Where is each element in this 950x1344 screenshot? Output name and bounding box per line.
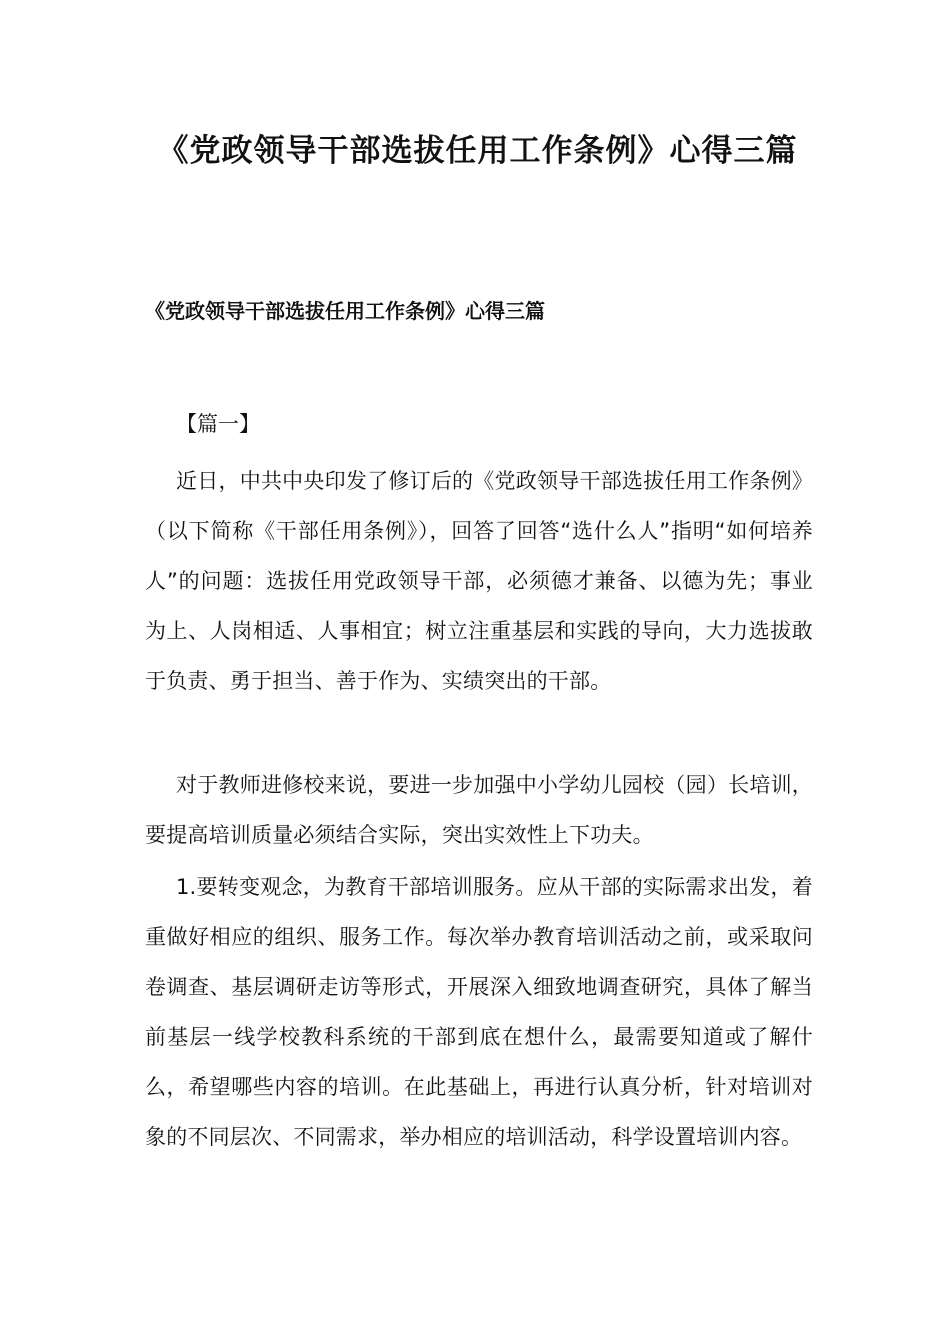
- paragraph: 对于教师进修校来说，要进一步加强中小学幼儿园校（园）长培训，要提高培训质量必须结合实际，突出实效性上下功夫。: [145, 773, 813, 847]
- paragraph: 1.要转变观念，为教育干部培训服务。应从干部的实际需求出发，着重做好相应的组织、服务工作。每次举办教育培训活动之前，或采取问卷调查、基层调研走访等形式，开展深入细致地调查研究，具体了解当前基层一线学校教科系统的干部到底在想什么，最需要知道或了解什么，希望哪些内容的培训。在此基础上，再进行认真分析，针对培训对象的不同层次、不同需求，举办相应的培训活动，科学设置培训内容。: [145, 875, 813, 1149]
- section-label: 【篇一】: [176, 412, 260, 436]
- document-title: 《党政领导干部选拔任用工作条例》心得三篇: [157, 133, 798, 169]
- paragraph: 近日，中共中央印发了修订后的《党政领导干部选拔任用工作条例》（以下简称《干部任用条例》），回答了回答“选什么人”指明“如何培养人”的问题：选拔任用党政领导干部，必须德才兼备、以德为先；事业为上、人岗相适、人事相宜；树立注重基层和实践的导向，大力选拔敢于负责、勇于担当、善于作为、实绩突出的干部。: [145, 469, 813, 693]
- document-subtitle: 《党政领导干部选拔任用工作条例》心得三篇: [145, 299, 545, 323]
